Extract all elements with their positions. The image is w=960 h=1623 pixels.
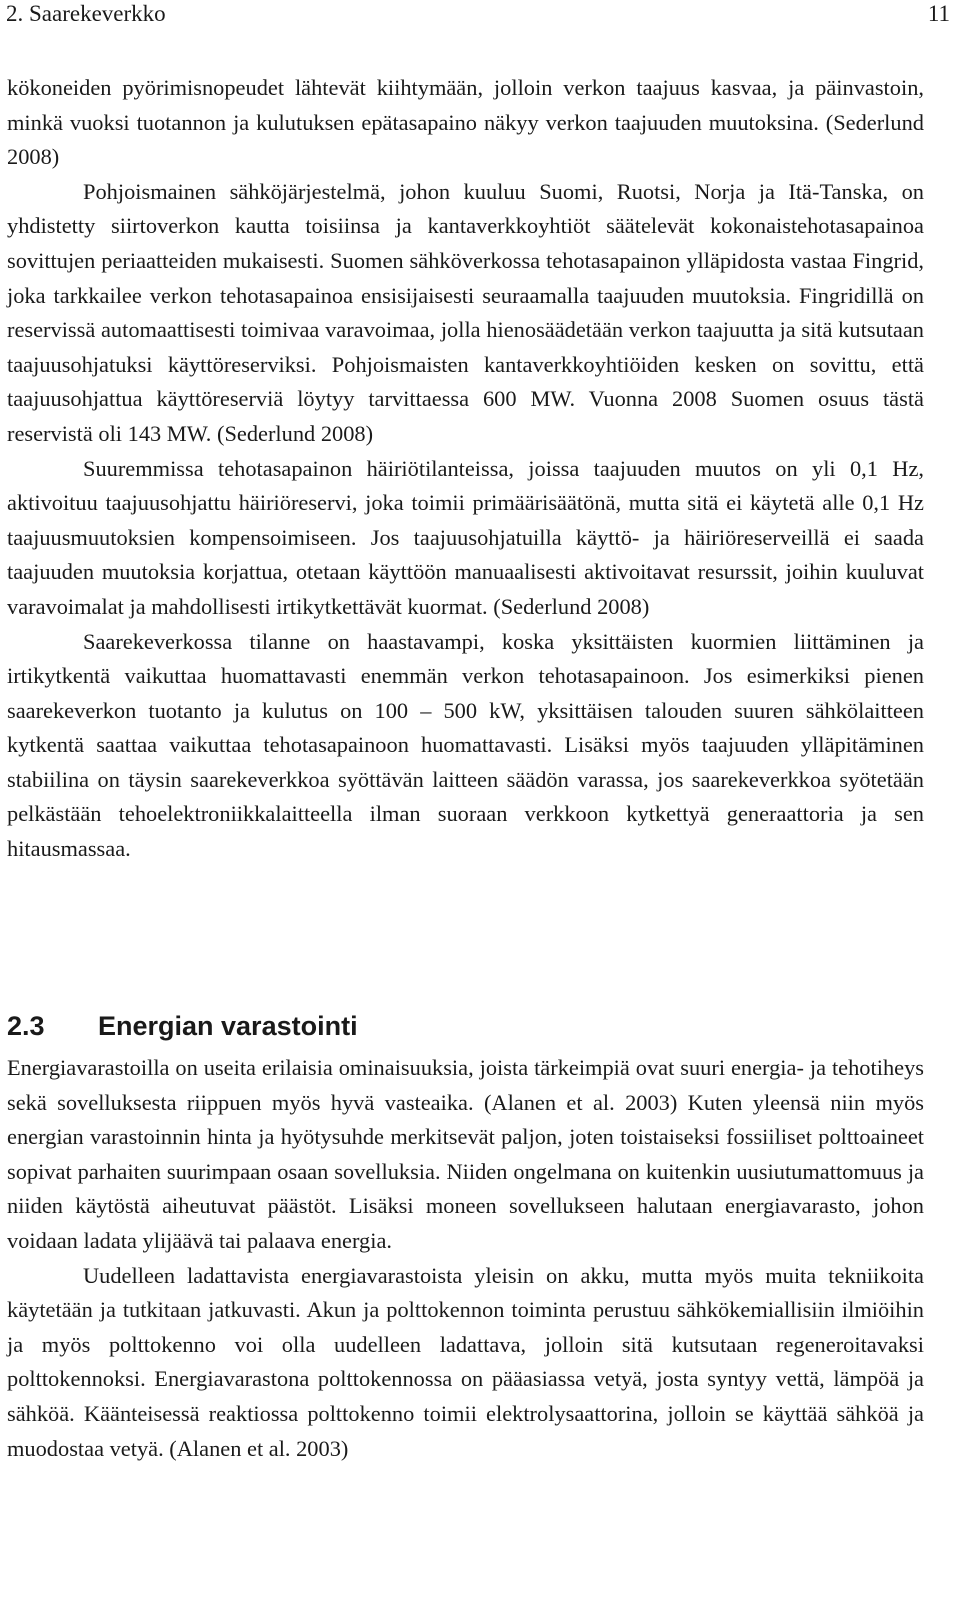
paragraph: Energiavarastoilla on useita erilaisia ominaisuuksia, joista tärkeimpiä ovat suuri energia- ja tehotiheys sekä sovelluksesta riippuen myös hyvä vasteaika. (Alanen et al. 2003) Kuten yleensä niin myös energian varastoinnin hinta ja hyötysuhde merkitsevät paljon, joten toistaiseksi fossiiliset polttoaineet sopivat parhaiten suurimpaan osaan sovelluksia. Niiden ongelmana on kuitenkin uusiutumattomuus ja niiden käytöstä aiheutuvat päästöt. Lisäksi moneen sovellukseen halutaan energiavarasto, johon voidaan ladata ylijäävä tai palaava energia. bbox=[7, 1055, 924, 1253]
section-title: Energian varastointi bbox=[98, 1011, 358, 1041]
running-header bbox=[6, 0, 950, 30]
paragraph: Saarekeverkossa tilanne on haastavampi, koska yksittäisten kuormien liittäminen ja irtikytkentä vaikuttaa huomattavasti enemmän verkon tehotasapainoon. Jos esimerkiksi pienen saarekeverkon tuotanto ja kulutus on 100 – 500 kW, yksittäisen talouden suuren sähkölaitteen kytkentä saattaa vaikuttaa tehotasapainoon huomattavasti. Lisäksi myös taajuuden ylläpitäminen stabiilina on täysin saarekeverkkoa syöttävän laitteen säädön varassa, jos saarekeverkkoa syötetään pelkästään tehoelektroniikkalaitteella ilman suoraan verkkoon kytkettyä generaattoria ja sen hitausmassaa. bbox=[7, 628, 924, 862]
paragraph: Pohjoismainen sähköjärjestelmä, johon kuuluu Suomi, Ruotsi, Norja ja Itä-Tanska, on yhdistetty siirtoverkon kautta toisiinsa ja kantaverkkoyhtiöt säätelevät kokonaistehotasapainoa sovittujen periaatteiden mukaisesti. Suomen sähköverkossa tehotasapainon ylläpidosta vastaa Fingrid, joka tarkkailee verkon tehotasapainoa ensisijaisesti seuraamalla taajuuden muutoksia. Fingridillä on reservissä automaattisesti toimivaa varavoimaa, jolla hienosäädetään verkon taajuutta ja sitä kutsutaan taajuusohjatuksi käyttöreserviksi. Pohjoismaisten kantaverkkoyhtiöiden kesken on sovittu, että taajuusohjattua käyttöreserviä löytyy tarvittaessa 600 MW. Vuonna 2008 Suomen osuus tästä reservistä oli 143 MW. (Sederlund 2008) bbox=[7, 178, 924, 446]
section-body-text bbox=[7, 71, 924, 867]
section-number: 2.3 bbox=[7, 1011, 45, 1041]
page-number: 11 bbox=[927, 1, 950, 26]
section-body-text bbox=[7, 1051, 924, 1466]
chapter-title: 2. Saarekeverkko bbox=[6, 1, 166, 26]
paragraph: kökoneiden pyörimisnopeudet lähtevät kiihtymään, jolloin verkon taajuus kasvaa, ja päinvastoin, minkä vuoksi tuotannon ja kulutuksen epätasapaino näkyy verkon taajuuden muutoksina. (Sederlund 2008) bbox=[7, 75, 924, 170]
paragraph: Uudelleen ladattavista energiavarastoista yleisin on akku, mutta myös muita tekniikoita käytetään ja tutkitaan jatkuvasti. Akun ja polttokennon toiminta perustuu sähkökemiallisiin ilmiöihin ja myös polttokenno voi olla uudelleen ladattava, jolloin sitä kutsutaan regeneroitavaksi polttokennoksi. Energiavarastona polttokennossa on pääasiassa vetyä, josta syntyy vettä, lämpöä ja sähköä. Käänteisessä reaktiossa polttokenno toimii elektrolysaattorina, jolloin se käyttää sähköä ja muodostaa vetyä. (Alanen et al. 2003) bbox=[7, 1262, 924, 1461]
section-heading bbox=[7, 1008, 358, 1044]
paragraph: Suuremmissa tehotasapainon häiriötilanteissa, joissa taajuuden muutos on yli 0,1 Hz, aktivoituu taajuusohjattu häiriöreservi, joka toimii primäärisäätönä, mutta sitä ei käytetä alle 0,1 Hz taajuusmuutoksien kompensoimiseen. Jos taajuusohjatuilla käyttö- ja häiriöreserveillä ei saada taajuuden muutoksia korjattua, otetaan käyttöön manuaalisesti aktivoitavat resurssit, joihin kuuluvat varavoimalat ja mahdollisesti irtikytkettävät kuormat. (Sederlund 2008) bbox=[7, 455, 924, 619]
